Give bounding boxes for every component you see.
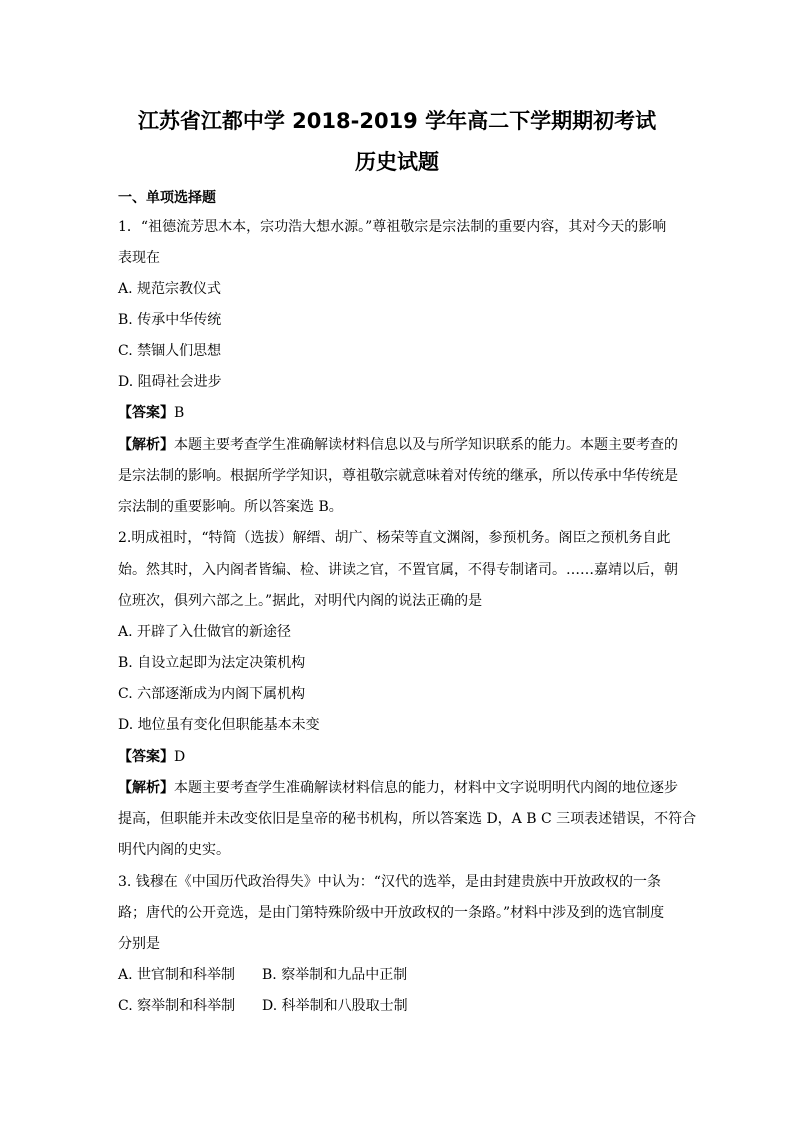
- q1-analysis-line: [118, 436, 678, 454]
- section-heading: 一、单项选择题: [118, 190, 216, 206]
- q2-analysis-line: [118, 779, 678, 797]
- q1-option-b: B. 传承中华传统: [118, 312, 222, 328]
- q3-option-a: A. 世官制和科举制: [118, 967, 236, 983]
- q1-answer: [118, 404, 184, 422]
- q3-stem-line: 分别是: [118, 936, 160, 952]
- q2-option-b: B. 自设立起即为法定决策机构: [118, 655, 306, 671]
- q1-analysis-line: 是宗法制的影响。根据所学学知识，尊祖敬宗就意味着对传统的继承，所以传承中华传统是: [118, 468, 678, 484]
- q3-option-b: B. 察举制和九品中正制: [262, 967, 408, 983]
- q1-option-c: C. 禁锢人们思想: [118, 343, 222, 359]
- q2-stem-line: 始。然其时，入内阁者皆编、检、讲读之官，不置官属，不得专制诸司。……嘉靖以后，朝: [118, 562, 678, 578]
- q3-options-row: [118, 966, 408, 984]
- q1-stem-line: 1．“祖德流芳思木本，宗功浩大想水源。”尊祖敬宗是宗法制的重要内容，其对今天的影响: [118, 219, 667, 235]
- q3-options-row: [118, 997, 408, 1015]
- q3-option-c: C. 察举制和科举制: [118, 998, 236, 1014]
- analysis-label: 【解析】: [118, 780, 174, 796]
- q3-option-d: D. 科举制和八股取士制: [262, 998, 408, 1014]
- analysis-label: 【解析】: [118, 437, 174, 453]
- q1-option-a: A. 规范宗教仪式: [118, 281, 222, 297]
- q2-stem-line: 2.明成祖时，“特简（选拔）解缙、胡广、杨荣等直文渊阁，参预机务。阁臣之预机务自此: [118, 530, 671, 546]
- q2-option-a: A. 开辟了入仕做官的新途径: [118, 624, 292, 640]
- q2-stem-line: 位班次，俱列六部之上。”据此，对明代内阁的说法正确的是: [118, 593, 483, 609]
- q2-analysis-line: 明代内阁的史实。: [118, 842, 230, 858]
- q2-option-d: D. 地位虽有变化但职能基本未变: [118, 717, 320, 733]
- q1-analysis-line: 宗法制的重要影响。所以答案选 B。: [118, 499, 343, 515]
- q2-analysis-line: 提高，但职能并未改变依旧是皇帝的秘书机构，所以答案选 D，A B C 三项表述错误，不符合: [118, 811, 697, 827]
- q3-stem-line: 路；唐代的公开竞选，是由门第特殊阶级中开放政权的一条路。”材料中涉及到的选官制度: [118, 905, 665, 921]
- q1-option-d: D. 阻碍社会进步: [118, 374, 222, 390]
- document-title: 江苏省江都中学 2018-2019 学年高二下学期期初考试: [137, 109, 657, 133]
- analysis-text: 本题主要考查学生准确解读材料信息以及与所学知识联系的能力。本题主要考查的: [174, 437, 678, 453]
- answer-label: 【答案】: [118, 749, 174, 765]
- document-subtitle: 历史试题: [355, 150, 439, 174]
- answer-value: B: [174, 405, 185, 421]
- q1-stem-line: 表现在: [118, 250, 160, 266]
- analysis-text: 本题主要考查学生准确解读材料信息的能力，材料中文字说明明代内阁的地位逐步: [174, 780, 678, 796]
- q2-option-c: C. 六部逐渐成为内阁下属机构: [118, 686, 306, 702]
- q2-answer: [118, 748, 185, 766]
- answer-label: 【答案】: [118, 405, 174, 421]
- answer-value: D: [174, 749, 186, 765]
- q3-stem-line: 3. 钱穆在《中国历代政治得失》中认为：“汉代的选举，是由封建贵族中开放政权的一条: [118, 874, 661, 890]
